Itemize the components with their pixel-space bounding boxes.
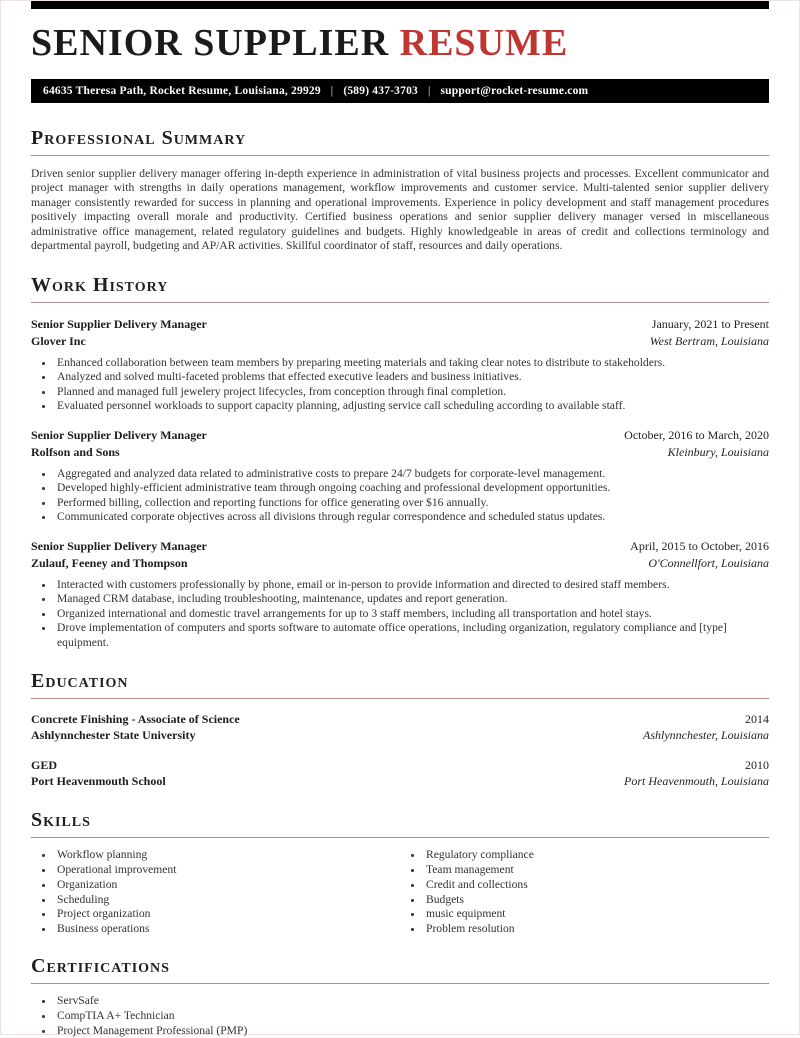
- skill-item: • Credit and collections: [424, 878, 769, 893]
- contact-phone: (589) 437-3703: [343, 84, 418, 97]
- summary-heading: Professional Summary: [31, 127, 769, 156]
- skills-heading: Skills: [31, 809, 769, 838]
- job-dates: October, 2016 to March, 2020: [624, 427, 769, 442]
- certifications-section: [31, 955, 769, 1038]
- school-name: Port Heavenmouth School: [31, 774, 166, 789]
- summary-section: [31, 127, 769, 254]
- skill-item: • Team management: [424, 863, 769, 878]
- job-bullet: • Developed highly-efficient administrative team through ongoing coaching and professional development opportunities.: [55, 481, 769, 496]
- school-location: Ashlynnchester, Louisiana: [643, 728, 769, 743]
- job-title: Senior Supplier Delivery Manager: [31, 427, 207, 442]
- job-entry: [31, 428, 769, 525]
- skill-item: • Organization: [55, 878, 400, 893]
- certification-item: • CompTIA A+ Technician: [55, 1009, 769, 1024]
- job-bullet-list: [31, 467, 769, 525]
- work-history-section: [31, 274, 769, 651]
- resume-title-primary: SENIOR SUPPLIER: [31, 22, 400, 64]
- job-entry: [31, 539, 769, 651]
- job-bullet: • Enhanced collaboration between team members by preparing meeting materials and taking clear notes to distribute to stakeholders.: [55, 356, 769, 371]
- job-bullet: • Managed CRM database, including troubleshooting, maintenance, updates and report generation.: [55, 592, 769, 607]
- skill-item: • Regulatory compliance: [424, 848, 769, 863]
- skill-item: • Business operations: [55, 922, 400, 937]
- certification-item: • ServSafe: [55, 994, 769, 1009]
- skill-item: • music equipment: [424, 907, 769, 922]
- contact-bar: [31, 79, 769, 103]
- job-dates: January, 2021 to Present: [651, 316, 769, 331]
- job-head: [31, 317, 769, 332]
- summary-text: Driven senior supplier delivery manager offering in-depth experience in administration of vital business projects and processes. Excellent communicator and project manager with strengths in daily operations management, workflow improvements and customer service. Multi-talented senior supplier delivery manager consistently rewarded for success in planning and operational improvements. Experience in policy development and staff management procedures positively impacting overall morale and productivity. Certified business operations and senior supplier delivery manager versed in miscellaneous administrative office management, related regulatory guidelines and budgets. Highly knowledgeable in areas of credit and collections terminology and departmental payroll, budgeting and AP/AR activities. Skillful coordinator of staff, resources and daily operations.: [31, 166, 769, 253]
- job-bullet: • Drove implementation of computers and sports software to automate office operations, including organization, regulatory compliance and [type] equipment.: [55, 621, 769, 650]
- education-degree-row: [31, 757, 769, 773]
- certification-item: • Project Management Professional (PMP): [55, 1024, 769, 1038]
- job-bullet: • Aggregated and analyzed data related to administrative costs to prepare 24/7 budgets for corporate-level management.: [55, 467, 769, 482]
- resume-title-accent: RESUME: [399, 22, 569, 64]
- skills-columns: [31, 848, 769, 937]
- job-bullet: • Evaluated personnel workloads to support capacity planning, adjusting service call scheduling according to available staff.: [55, 399, 769, 414]
- job-head: [31, 428, 769, 443]
- education-entry: [31, 711, 769, 743]
- work-history-heading: Work History: [31, 274, 769, 303]
- education-school-row: [31, 727, 769, 743]
- skill-item: • Workflow planning: [55, 848, 400, 863]
- job-bullet-list: [31, 578, 769, 651]
- skill-item: • Operational improvement: [55, 863, 400, 878]
- degree-name: Concrete Finishing - Associate of Science: [31, 712, 240, 727]
- job-location: Kleinbury, Louisiana: [667, 444, 769, 459]
- job-subhead: [31, 556, 769, 571]
- top-border-bar: [31, 1, 769, 9]
- education-section: [31, 670, 769, 789]
- company-name: Glover Inc: [31, 333, 86, 348]
- skills-column-right: [400, 848, 769, 937]
- school-location: Port Heavenmouth, Louisiana: [624, 774, 769, 789]
- skill-item: • Project organization: [55, 907, 400, 922]
- job-dates: April, 2015 to October, 2016: [630, 538, 769, 553]
- certifications-heading: Certifications: [31, 955, 769, 984]
- skill-item: • Budgets: [424, 893, 769, 908]
- education-school-row: [31, 773, 769, 789]
- degree-name: GED: [31, 758, 58, 773]
- job-bullet: • Communicated corporate objectives across all divisions through regular correspondence and scheduled status updates.: [55, 510, 769, 525]
- job-bullet: • Analyzed and solved multi-faceted problems that effected executive leaders and business initiatives.: [55, 370, 769, 385]
- education-heading: Education: [31, 670, 769, 699]
- company-name: Rolfson and Sons: [31, 444, 120, 459]
- contact-address: 64635 Theresa Path, Rocket Resume, Louisiana, 29929: [43, 84, 321, 97]
- job-location: O'Connellfort, Louisiana: [648, 555, 769, 570]
- job-bullet: • Performed billing, collection and reporting functions for office generating over $16 annually.: [55, 496, 769, 511]
- resume-title: [31, 23, 769, 65]
- skill-item: • Scheduling: [55, 893, 400, 908]
- job-bullet: • Planned and managed full jewelery project lifecycles, from conception through final completion.: [55, 385, 769, 400]
- school-name: Ashlynnchester State University: [31, 728, 196, 743]
- job-location: West Bertram, Louisiana: [649, 333, 769, 348]
- skill-item: • Problem resolution: [424, 922, 769, 937]
- contact-divider: |: [330, 84, 334, 97]
- job-title: Senior Supplier Delivery Manager: [31, 538, 207, 553]
- job-title: Senior Supplier Delivery Manager: [31, 316, 207, 331]
- job-bullet: • Organized international and domestic travel arrangements for up to 3 staff members, including all transportation and hotel stays.: [55, 607, 769, 622]
- certification-list: [31, 994, 769, 1038]
- job-head: [31, 539, 769, 554]
- contact-email: support@rocket-resume.com: [440, 84, 589, 97]
- job-subhead: [31, 334, 769, 349]
- graduation-year: 2014: [745, 712, 769, 727]
- education-entry: [31, 757, 769, 789]
- job-subhead: [31, 445, 769, 460]
- education-degree-row: [31, 711, 769, 727]
- skills-column-left: [31, 848, 400, 937]
- contact-divider: |: [427, 84, 431, 97]
- job-bullet-list: [31, 356, 769, 414]
- resume-page: [1, 1, 799, 1038]
- skills-section: [31, 809, 769, 937]
- job-bullet: • Interacted with customers professionally by phone, email or in-person to provide information and directed to desired staff members.: [55, 578, 769, 593]
- graduation-year: 2010: [745, 758, 769, 773]
- company-name: Zulauf, Feeney and Thompson: [31, 555, 188, 570]
- job-entry: [31, 317, 769, 414]
